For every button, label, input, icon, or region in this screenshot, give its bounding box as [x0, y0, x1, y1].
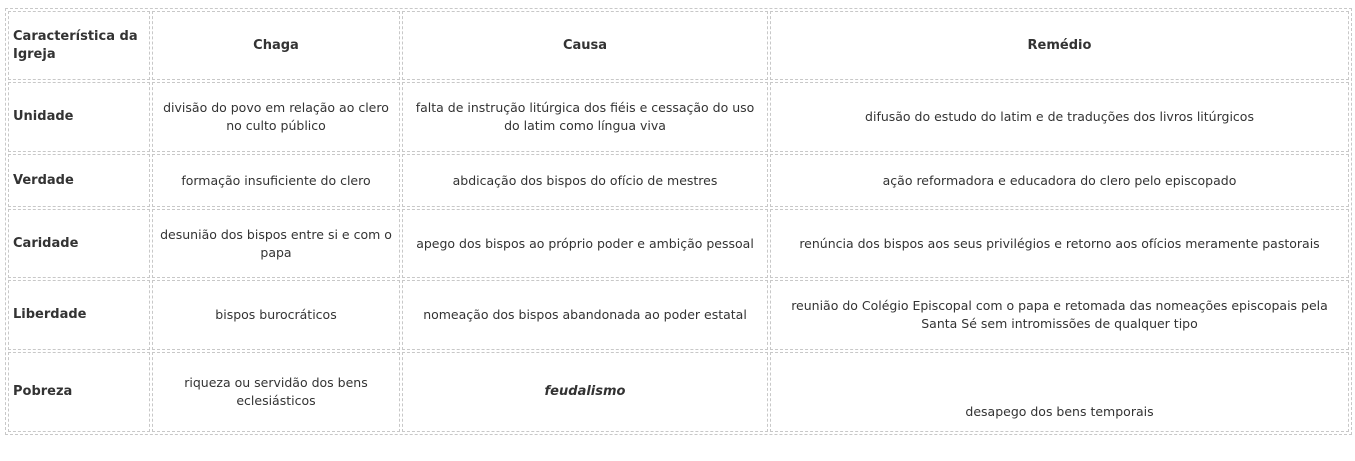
table-row: [8, 352, 1349, 432]
row-causa: feudalismo: [402, 352, 768, 432]
row-causa: apego dos bispos ao próprio poder e ambição pessoal: [402, 209, 768, 278]
row-characteristic: Unidade: [8, 82, 150, 152]
church-characteristics-table: [5, 8, 1352, 435]
header-characteristic: Característica da Igreja: [8, 11, 150, 80]
table-row: [8, 82, 1349, 152]
table-container: [5, 8, 1348, 435]
row-remedio: reunião do Colégio Episcopal com o papa e retomada das nomeações episcopais pela Santa Sé sem intromissões de qualquer tipo: [770, 280, 1349, 350]
row-characteristic: Pobreza: [8, 352, 150, 432]
table-row: [8, 154, 1349, 207]
row-characteristic: Liberdade: [8, 280, 150, 350]
row-chaga: bispos burocráticos: [152, 280, 400, 350]
header-remedio: Remédio: [770, 11, 1349, 80]
row-characteristic: Caridade: [8, 209, 150, 278]
row-remedio: renúncia dos bispos aos seus privilégios e retorno aos ofícios meramente pastorais: [770, 209, 1349, 278]
row-causa: nomeação dos bispos abandonada ao poder estatal: [402, 280, 768, 350]
header-causa: Causa: [402, 11, 768, 80]
row-causa: falta de instrução litúrgica dos fiéis e cessação do uso do latim como língua viva: [402, 82, 768, 152]
row-chaga: divisão do povo em relação ao clero no culto público: [152, 82, 400, 152]
row-remedio: ação reformadora e educadora do clero pelo episcopado: [770, 154, 1349, 207]
row-characteristic: Verdade: [8, 154, 150, 207]
row-remedio: desapego dos bens temporais: [770, 352, 1349, 432]
row-chaga: riqueza ou servidão dos bens eclesiásticos: [152, 352, 400, 432]
row-chaga: formação insuficiente do clero: [152, 154, 400, 207]
row-causa: abdicação dos bispos do ofício de mestres: [402, 154, 768, 207]
row-chaga: desunião dos bispos entre si e com o papa: [152, 209, 400, 278]
row-remedio: difusão do estudo do latim e de traduções dos livros litúrgicos: [770, 82, 1349, 152]
table-row: [8, 209, 1349, 278]
table-row: [8, 280, 1349, 350]
header-chaga: Chaga: [152, 11, 400, 80]
table-header-row: [8, 11, 1349, 80]
